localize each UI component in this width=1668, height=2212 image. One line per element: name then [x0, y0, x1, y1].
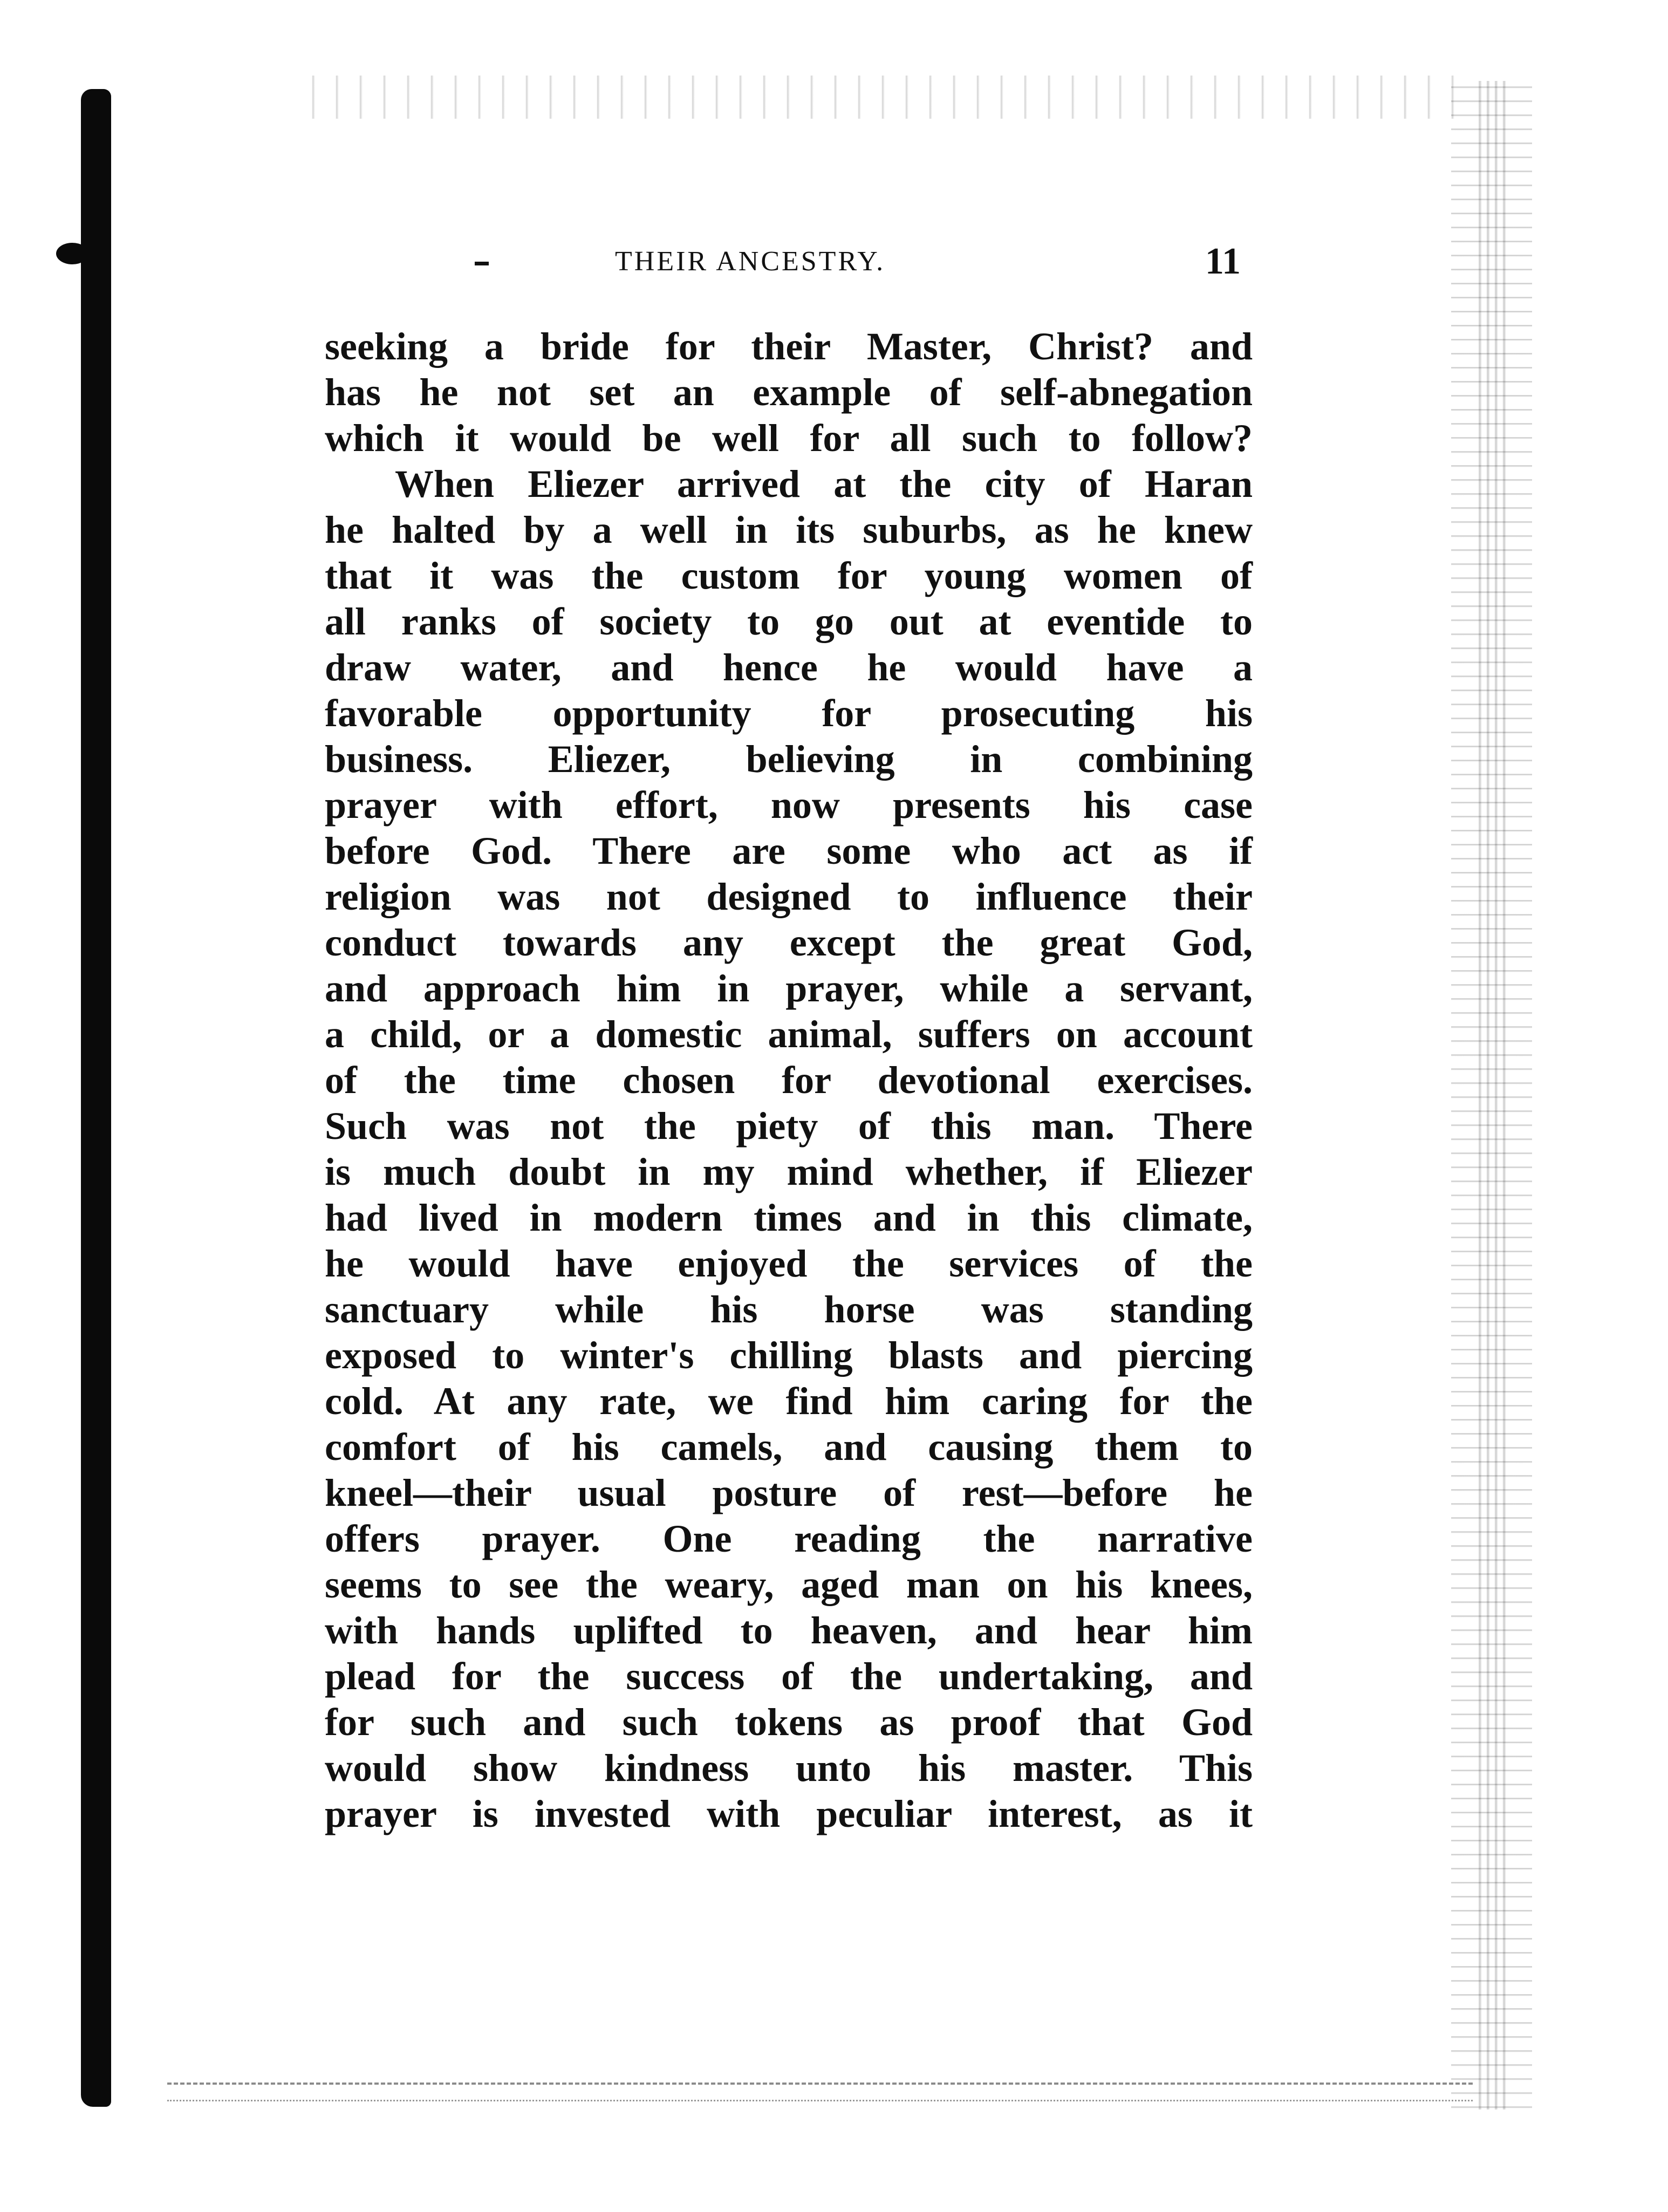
text-line: religion was not designed to influence their [325, 875, 1253, 918]
text-line: exposed to winter's chilling blasts and piercing [325, 1334, 1253, 1377]
page-number: 11 [1205, 241, 1241, 282]
text-line: before God. There are some who act as if [325, 829, 1253, 872]
text-line: would show kindness unto his master. This [325, 1746, 1253, 1790]
page-header [475, 240, 1252, 289]
bottom-scan-noise [167, 2083, 1473, 2101]
text-line: prayer is invested with peculiar interest, as it [325, 1792, 1253, 1835]
text-line: that it was the custom for young women of [325, 554, 1253, 597]
top-scan-noise [302, 76, 1462, 119]
text-line: he halted by a well in its suburbs, as he knew [325, 508, 1253, 551]
text-line: with hands uplifted to heaven, and hear him [325, 1609, 1253, 1652]
running-title: THEIR ANCESTRY. [615, 246, 886, 277]
text-line: had lived in modern times and in this climate, [325, 1196, 1253, 1239]
text-line: comfort of his camels, and causing them to [325, 1425, 1253, 1469]
text-line: has he not set an example of self-abnegation [325, 371, 1253, 414]
text-line: When Eliezer arrived at the city of Haran [395, 462, 1253, 506]
text-line: which it would be well for all such to follow? [325, 417, 1253, 460]
text-line: for such and such tokens as proof that God [325, 1701, 1253, 1744]
text-line: sanctuary while his horse was standing [325, 1288, 1253, 1331]
header-dash-mark [475, 262, 489, 265]
text-line: is much doubt in my mind whether, if Eliezer [325, 1150, 1253, 1193]
binding-mark [56, 243, 88, 264]
text-line: prayer with effort, now presents his case [325, 783, 1253, 827]
text-line: offers prayer. One reading the narrative [325, 1517, 1253, 1560]
text-line: conduct towards any except the great God, [325, 921, 1253, 964]
book-spine-shadow [81, 89, 111, 2107]
text-line: seeking a bride for their Master, Christ? and [325, 325, 1253, 368]
text-line: favorable opportunity for prosecuting his [325, 692, 1253, 735]
text-line: plead for the success of the undertaking, and [325, 1655, 1253, 1698]
text-line: Such was not the piety of this man. There [325, 1104, 1253, 1148]
text-line: kneel—their usual posture of rest—before he [325, 1471, 1253, 1514]
body-text [325, 324, 1253, 1837]
text-line: seems to see the weary, aged man on his knees, [325, 1563, 1253, 1606]
text-line: of the time chosen for devotional exercises. [325, 1059, 1253, 1102]
text-line: draw water, and hence he would have a [325, 646, 1253, 689]
text-line: he would have enjoyed the services of the [325, 1242, 1253, 1285]
text-line: cold. At any rate, we find him caring for the [325, 1380, 1253, 1423]
text-line: a child, or a domestic animal, suffers on account [325, 1013, 1253, 1056]
text-line: all ranks of society to go out at eventide to [325, 600, 1253, 643]
text-line: business. Eliezer, believing in combining [325, 738, 1253, 781]
text-line: and approach him in prayer, while a servant, [325, 967, 1253, 1010]
page-edge-speckle [1478, 81, 1510, 2109]
